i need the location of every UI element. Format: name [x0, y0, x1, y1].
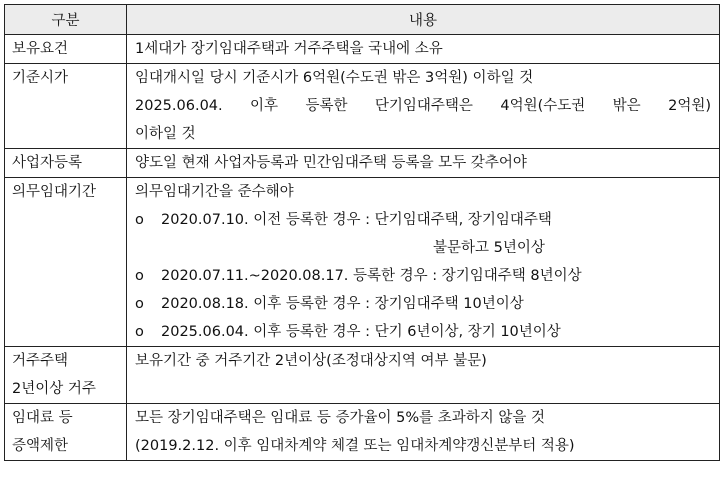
row-key: [5, 404, 127, 461]
eligibility-table: [4, 4, 720, 461]
row-content-line: 보유기간 중 거주기간 2년이상(조정대상지역 여부 불문): [135, 353, 487, 369]
row-key: [5, 149, 127, 178]
row-content-line: 2025.06.04. 이후 등록한 단기임대주택은 4억원(수도권 밖은 2억원): [135, 98, 711, 114]
table-header-row: [5, 5, 720, 35]
row-key-text: 거주주택: [12, 353, 69, 369]
row-content-line: 양도일 현재 사업자등록과 민간임대주택 등록을 모두 갖추어야: [135, 155, 527, 171]
header-content: 내용: [127, 5, 720, 35]
row-key: [5, 347, 127, 404]
list-item-text: 2025.06.04. 이후 등록한 경우 : 단기 6년이상, 장기 10년이상: [161, 324, 561, 340]
bullet-marker: o: [135, 268, 144, 284]
table-row: [5, 347, 720, 404]
row-content: [127, 64, 720, 149]
table-row: [5, 149, 720, 178]
list-item-continuation: 불문하고 5년이상: [433, 240, 545, 256]
row-content: [127, 149, 720, 178]
row-key-text: 보유요건: [12, 41, 69, 57]
bullet-marker: o: [135, 296, 144, 312]
list-item-text: 2020.07.10. 이전 등록한 경우 : 단기임대주택, 장기임대주택: [161, 212, 552, 228]
row-content: [127, 35, 720, 64]
row-content: [127, 347, 720, 404]
table-row: [5, 404, 720, 461]
list-item: [135, 206, 711, 234]
list-item-text: 2020.08.18. 이후 등록한 경우 : 장기임대주택 10년이상: [161, 296, 524, 312]
list-item: [135, 318, 711, 346]
header-category: 구분: [5, 5, 127, 35]
row-key: [5, 64, 127, 149]
row-content-line: 의무임대기간을 준수해야: [135, 184, 294, 200]
row-key-text: 의무임대기간: [12, 184, 97, 200]
row-content-line: 이하일 것: [135, 126, 196, 142]
row-content: [127, 404, 720, 461]
row-content: [127, 178, 720, 347]
row-content-line: 1세대가 장기임대주택과 거주주택을 국내에 소유: [135, 41, 443, 57]
row-content-line: (2019.2.12. 이후 임대차계약 체결 또는 임대차계약갱신분부터 적용): [135, 438, 575, 454]
row-content-line: 모든 장기임대주택은 임대료 등 증가율이 5%를 초과하지 않을 것: [135, 410, 546, 426]
bullet-marker: o: [135, 212, 144, 228]
table-row: [5, 178, 720, 347]
bullet-marker: o: [135, 324, 144, 340]
table-row: [5, 64, 720, 149]
row-key-text: 임대료 등: [12, 410, 73, 426]
row-key-text: 2년이상 거주: [12, 381, 96, 397]
row-key-text: 사업자등록: [12, 155, 83, 171]
list-item-text: 2020.07.11.~2020.08.17. 등록한 경우 : 장기임대주택 8년이상: [161, 268, 582, 284]
list-item: [135, 290, 711, 318]
table-row: [5, 35, 720, 64]
row-content-line: 임대개시일 당시 기준시가 6억원(수도권 밖은 3억원) 이하일 것: [135, 70, 534, 86]
row-key-text: 기준시가: [12, 70, 69, 86]
row-key: [5, 178, 127, 347]
row-key: [5, 35, 127, 64]
row-key-text: 증액제한: [12, 438, 69, 454]
list-item: [135, 262, 711, 290]
